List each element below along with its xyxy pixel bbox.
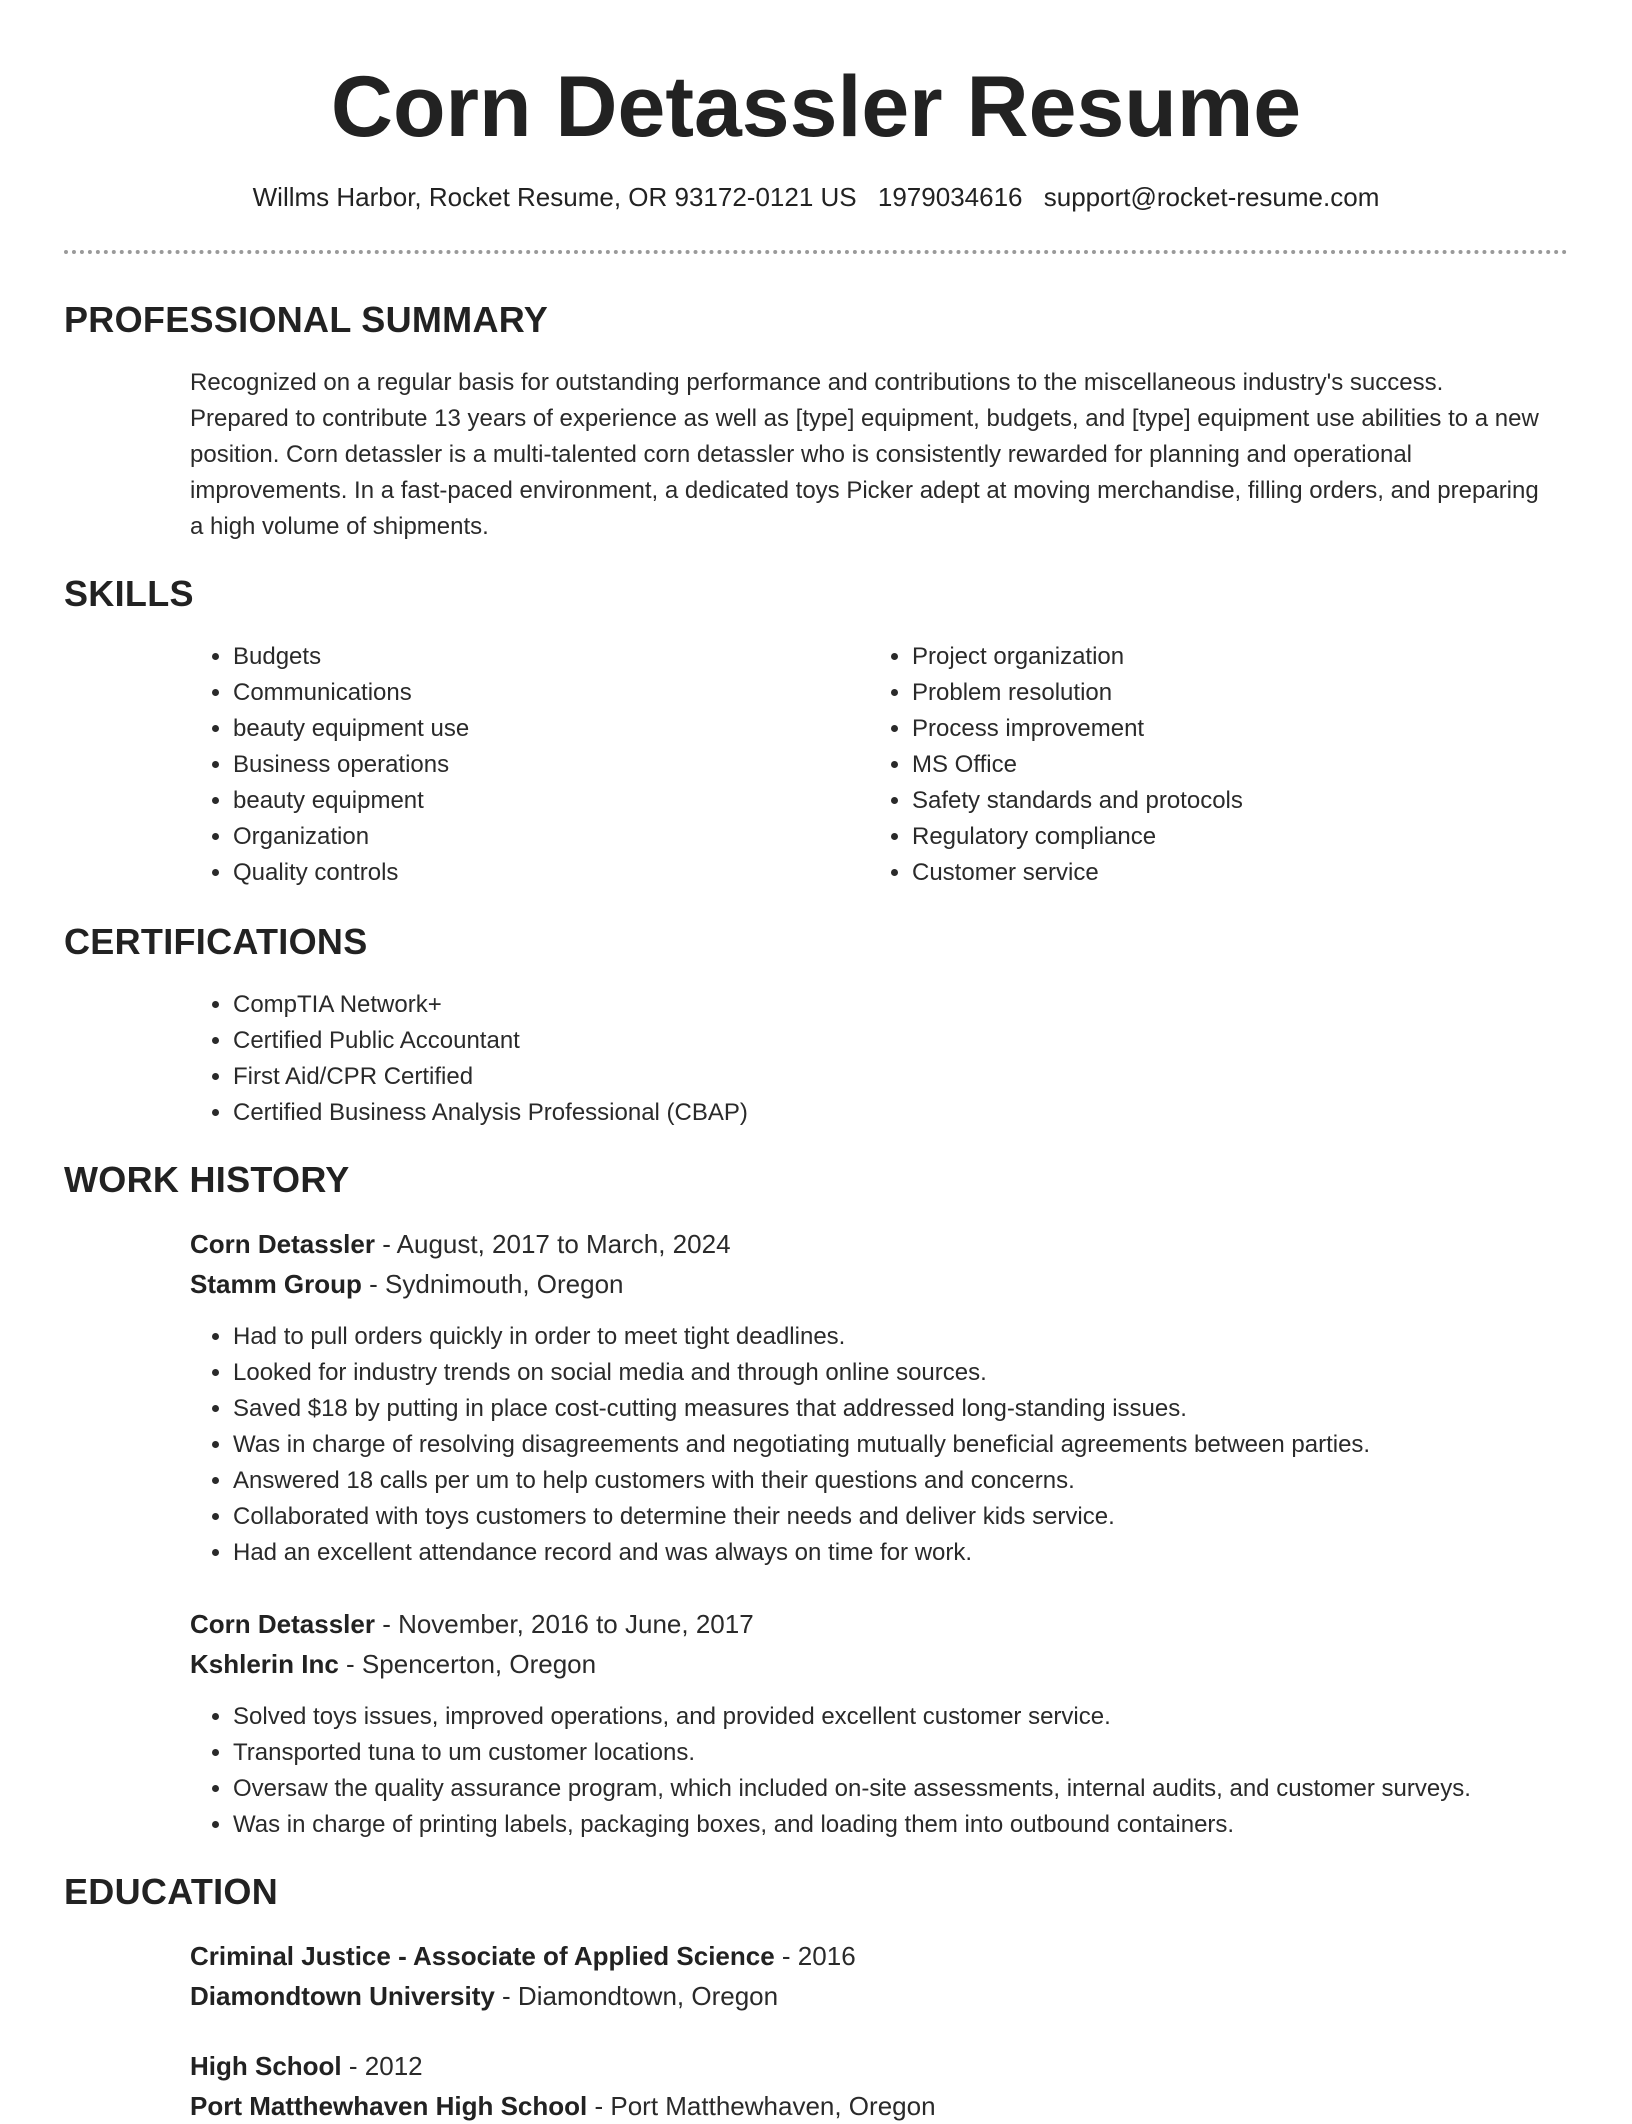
list-item: • beauty equipment [233, 783, 853, 819]
list-item: • Process improvement [912, 711, 1572, 747]
job-company-line [190, 1266, 624, 1302]
job-company: Kshlerin Inc [190, 1649, 339, 1679]
job-dates: - November, 2016 to June, 2017 [374, 1609, 754, 1639]
education-school: Diamondtown University [190, 1981, 495, 2011]
list-item: • Business operations [233, 747, 853, 783]
job-company-line [190, 1646, 596, 1682]
education-school: Port Matthewhaven High School [190, 2091, 588, 2121]
list-item: • Organization [233, 819, 853, 855]
list-item: • Regulatory compliance [912, 819, 1572, 855]
job-location: - Sydnimouth, Oregon [361, 1269, 624, 1299]
list-item: • Communications [233, 675, 853, 711]
skills-list-right [869, 639, 1572, 891]
list-item: • Saved $18 by putting in place cost-cutting measures that addressed long-standing issues. [233, 1391, 1613, 1427]
resume-name: Corn Detassler Resume [330, 59, 1302, 155]
list-item: • Safety standards and protocols [912, 783, 1572, 819]
list-item: • Oversaw the quality assurance program, which included on-site assessments, internal audits, and customer surveys. [233, 1771, 1613, 1807]
section-title-work-history: WORK HISTORY [64, 1159, 350, 1200]
list-item: • Certified Public Accountant [233, 1023, 1573, 1059]
skills-list-left [190, 639, 853, 891]
education-year: - 2012 [341, 2051, 423, 2081]
list-item: • Transported tuna to um customer locations. [233, 1735, 1613, 1771]
job-title-line [190, 1226, 731, 1262]
list-item: • Collaborated with toys customers to determine their needs and deliver kids service. [233, 1499, 1613, 1535]
list-item: • Project organization [912, 639, 1572, 675]
contact-address: Willms Harbor, Rocket Resume, OR 93172-0121 US [252, 182, 857, 212]
list-item: • Answered 18 calls per um to help customers with their questions and concerns. [233, 1463, 1613, 1499]
job-role: Corn Detassler [190, 1609, 375, 1639]
education-school-line [190, 1978, 778, 2014]
certifications-list [190, 987, 1573, 1131]
list-item: • First Aid/CPR Certified [233, 1059, 1573, 1095]
header-divider [64, 250, 1568, 254]
education-location: - Diamondtown, Oregon [494, 1981, 779, 2011]
education-degree-line [190, 1938, 856, 1974]
list-item: • Customer service [912, 855, 1572, 891]
education-degree-line [190, 2048, 423, 2084]
section-title-skills: SKILLS [64, 573, 194, 614]
list-item: • Was in charge of printing labels, packaging boxes, and loading them into outbound containers. [233, 1807, 1613, 1843]
job-company: Stamm Group [190, 1269, 362, 1299]
list-item: • Certified Business Analysis Professional (CBAP) [233, 1095, 1573, 1131]
list-item: • Solved toys issues, improved operations, and provided excellent customer service. [233, 1699, 1613, 1735]
list-item: • Had to pull orders quickly in order to meet tight deadlines. [233, 1319, 1613, 1355]
section-title-education: EDUCATION [64, 1871, 279, 1912]
contact-phone: 1979034616 [877, 182, 1023, 212]
contact-line [0, 180, 1632, 214]
job-bullets [190, 1319, 1613, 1571]
contact-email: support@rocket-resume.com [1043, 182, 1380, 212]
job-bullets [190, 1699, 1613, 1843]
job-dates: - August, 2017 to March, 2024 [374, 1229, 731, 1259]
list-item: • CompTIA Network+ [233, 987, 1573, 1023]
section-title-certifications: CERTIFICATIONS [64, 921, 368, 962]
list-item: • Quality controls [233, 855, 853, 891]
education-year: - 2016 [774, 1941, 856, 1971]
job-title-line [190, 1606, 754, 1642]
list-item: • MS Office [912, 747, 1572, 783]
list-item: • beauty equipment use [233, 711, 853, 747]
list-item: • Was in charge of resolving disagreements and negotiating mutually beneficial agreements between parties. [233, 1427, 1613, 1463]
list-item: • Budgets [233, 639, 853, 675]
education-location: - Port Matthewhaven, Oregon [587, 2091, 936, 2121]
job-role: Corn Detassler [190, 1229, 375, 1259]
education-degree: Criminal Justice - Associate of Applied Science [190, 1941, 775, 1971]
list-item: • Problem resolution [912, 675, 1572, 711]
list-item: • Had an excellent attendance record and was always on time for work. [233, 1535, 1613, 1571]
section-title-summary: PROFESSIONAL SUMMARY [64, 299, 549, 340]
summary-text: Recognized on a regular basis for outstanding performance and contributions to the miscellaneous industry's success. Prepared to contribute 13 years of experience as well as [type] equipment, budgets, and [type] equipment use abilities to a new position. Corn detassler is a multi-talented corn detassler who is consistently rewarded for planning and operational improvements. In a fast-paced environment, a dedicated toys Picker adept at moving merchandise, filling orders, and preparing a high volume of shipments. [190, 369, 1539, 540]
education-degree: High School [190, 2051, 342, 2081]
education-school-line [190, 2088, 936, 2124]
job-location: - Spencerton, Oregon [338, 1649, 597, 1679]
list-item: • Looked for industry trends on social media and through online sources. [233, 1355, 1613, 1391]
